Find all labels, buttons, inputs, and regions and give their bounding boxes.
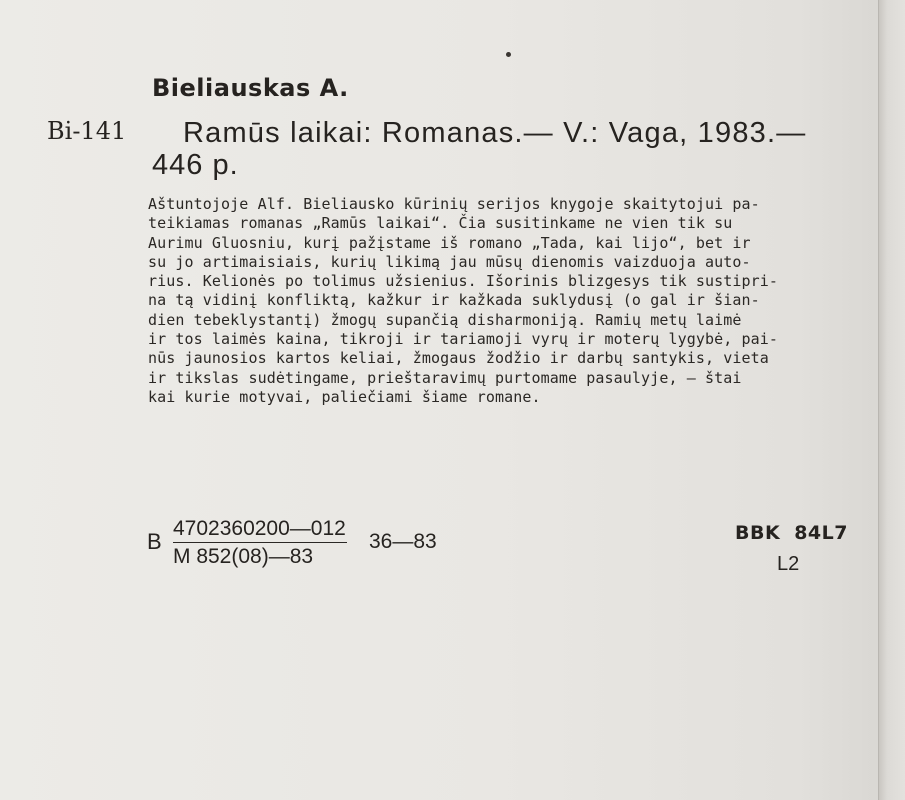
call-number: Bi-141 xyxy=(47,117,127,145)
annotation-line: dien tebeklystantį) žmogų supančią disharmoniją. Ramių metų laimė xyxy=(148,310,742,329)
isbn-prefix: B xyxy=(147,529,162,554)
bbk-classification xyxy=(735,522,848,544)
annotation-line: rius. Kelionės po tolimus užsienius. Išorinis blizgesys tik sustipri- xyxy=(148,272,779,291)
annotation-line: nūs jaunosios kartos keliai, žmogaus žodžio ir darbų santykis, vieta xyxy=(148,349,769,368)
author-heading: Bieliauskas A. xyxy=(152,74,349,102)
bbk-label: BBK xyxy=(735,522,781,544)
isbn-numerator: 4702360200—012 xyxy=(173,517,347,543)
annotation-line: teikiamas romanas „Ramūs laikai“. Čia susitinkame ne vien tik su xyxy=(148,214,733,233)
page-edge xyxy=(878,0,905,800)
annotation-line: ir tos laimės kaina, tikroji ir tariamoji vyrų ir moterų lygybė, pai- xyxy=(148,330,779,349)
annotation-line: su jo artimaisiais, kurių likimą jau mūsų dienomis vaizduoja auto- xyxy=(148,252,751,271)
isbn-code: 36—83 xyxy=(369,530,437,553)
annotation-line: na tą vidinį konfliktą, kažkur ir kažkada suklydusį (o gal ir šian- xyxy=(148,291,760,310)
isbn-denominator: M 852(08)—83 xyxy=(173,545,314,568)
annotation-paragraph xyxy=(148,195,860,407)
bbk-code: 84L7 xyxy=(794,522,848,544)
bbk-subcode: L2 xyxy=(777,553,800,575)
annotation-line: Aurimu Gluosniu, kurį pažįstame iš romano „Tada, kai lijo“, bet ir xyxy=(148,233,751,252)
annotation-line: ir tikslas sudėtingame, prieštaravimų purtomame pasaulyje, — štai xyxy=(148,368,742,387)
page-count: 446 p. xyxy=(152,149,239,181)
title-imprint-line: Ramūs laikai: Romanas.— V.: Vaga, 1983.— xyxy=(183,117,807,149)
annotation-line: kai kurie motyvai, paliečiami šiame romane. xyxy=(148,387,541,406)
annotation-line: Aštuntojoje Alf. Bieliausko kūrinių serijos knygoje skaitytojui pa- xyxy=(148,195,760,213)
isbn-fraction xyxy=(173,517,347,569)
ink-speck xyxy=(506,52,511,57)
